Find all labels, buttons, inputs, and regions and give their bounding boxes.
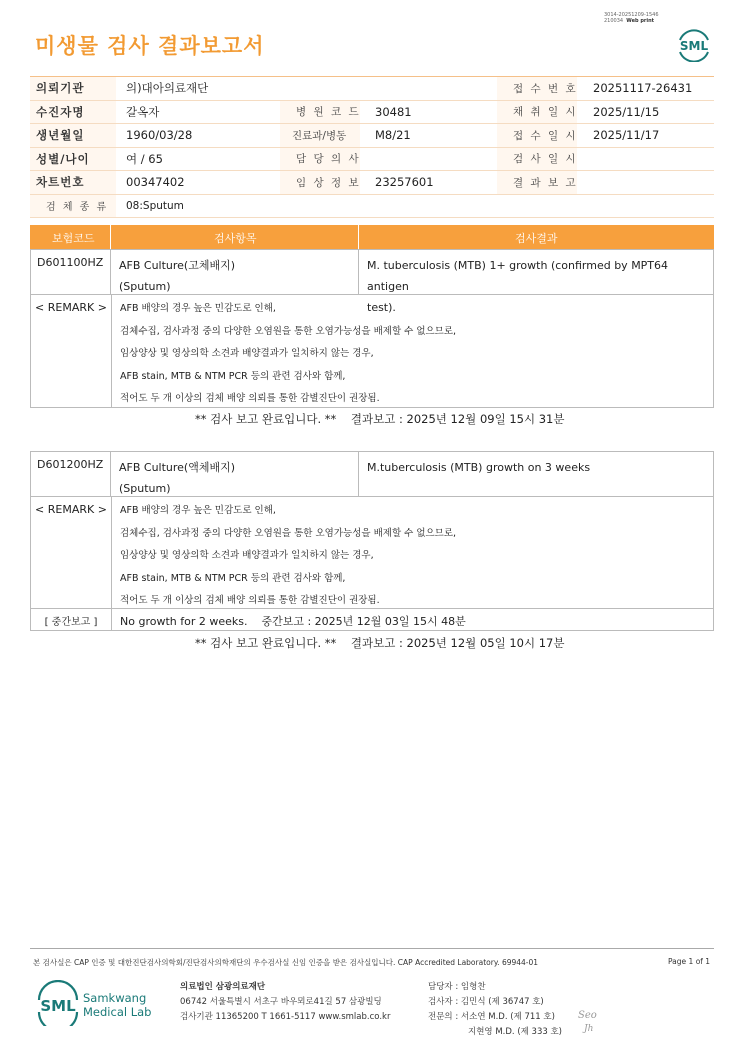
- test-result: M.tuberculosis (MTB) growth on 3 weeks: [367, 461, 591, 474]
- org-info: 의료법인 삼광의료재단 06742 서울특별시 서초구 바우뫼로41길 57 삼광빌딩 검사기관 11365200 T 1661-5117 www.smlab.co.kr: [180, 982, 391, 1022]
- test-result: M. tuberculosis (MTB) 1+ growth (confirmed by MPT64 antigen test).: [367, 259, 669, 314]
- test-item: AFB Culture(액체배지) (Sputum): [111, 452, 359, 496]
- header-result: 검사결과: [515, 232, 558, 245]
- page-number: Page 1 of 1: [668, 957, 711, 966]
- info-label: 수진자명: [36, 104, 85, 119]
- info-value: 2025/11/15: [593, 104, 660, 119]
- info-row: [30, 195, 714, 219]
- info-value: 1960/03/28: [126, 128, 193, 143]
- info-value: 20251117-26431: [593, 81, 693, 96]
- info-label: 의뢰기관: [36, 81, 85, 96]
- signature-1: Seo: [578, 1010, 597, 1021]
- info-value: 08:Sputum: [126, 199, 184, 212]
- info-value: 2025/11/17: [593, 128, 660, 143]
- remark-label: < REMARK >: [35, 503, 107, 516]
- result-block: [30, 249, 714, 408]
- remark-text: AFB 배양의 경우 높은 민감도로 인해, 검체수집, 검사과정 중의 다양한 오염원을 통한 오염가능성을 배제할 수 없으므로, 임상양상 및 영상의학 소견과 배양결과가 일치하지 않는 경우, AFB stain, MTB & NTM PCR 등의 관련 검사와 함께, 적어도 두 개 이상의 검체 배양 의뢰를 통한 감별진단이 권장됨.: [111, 497, 713, 608]
- logo-name-2: Medical Lab: [83, 1005, 152, 1019]
- print-code: 3014-20251209-1546 210034 Web print: [604, 12, 659, 24]
- info-label: 성별/나이: [36, 151, 90, 166]
- report-title: 미생물 검사 결과보고서: [35, 34, 265, 58]
- results-header: [30, 225, 714, 249]
- info-label: 접 수 일 시: [513, 129, 578, 142]
- sml-logo-icon: [674, 22, 714, 62]
- info-label: 차트번호: [36, 175, 85, 190]
- signature-2: Jh: [584, 1024, 594, 1034]
- info-label: 진료과/병동: [292, 129, 347, 142]
- header-code: 보험코드: [52, 232, 95, 245]
- logo-text: SML: [40, 997, 76, 1015]
- info-row: [30, 124, 714, 148]
- info-label: 담 당 의 사: [296, 153, 361, 166]
- logo-text: SML: [679, 39, 709, 53]
- info-label: 채 취 일 시: [513, 106, 578, 119]
- insurance-code: D601200HZ: [31, 452, 111, 496]
- info-value: 의)대아의료재단: [126, 81, 209, 96]
- header-item: 검사항목: [214, 232, 257, 245]
- patient-info-table: [30, 76, 714, 218]
- logo-name-1: Samkwang: [83, 991, 147, 1005]
- remark-label: < REMARK >: [35, 301, 107, 314]
- info-row: [30, 101, 714, 125]
- info-value: M8/21: [375, 128, 411, 143]
- info-label: 검 체 종 류: [46, 202, 109, 214]
- staff-info: 담당자 : 임형찬 검사자 : 김민식 (제 36747 호) 전문의 : 서소연 M.D. (제 711 호) 지현영 M.D. (제 333 호): [428, 982, 563, 1037]
- info-label: 임 상 정 보: [296, 176, 361, 189]
- remark-row: [31, 295, 713, 407]
- info-row: [30, 148, 714, 172]
- samkwang-logo-icon: [36, 980, 156, 1026]
- info-label: 검 사 일 시: [513, 153, 578, 166]
- result-block: [30, 451, 714, 631]
- info-row: [30, 77, 714, 101]
- info-value: 00347402: [126, 175, 185, 190]
- info-row: [30, 171, 714, 195]
- accreditation-note: 본 검사실은 CAP 인증 및 대한진단검사의학회/진단검사의학재단의 우수검사실 신임 인증을 받은 검사실입니다. CAP Accredited Laboratory. 69944-01: [33, 958, 539, 967]
- info-label: 병 원 코 드: [296, 106, 361, 119]
- report-complete: ** 검사 보고 완료입니다. ** 결과보고 : 2025년 12월 09일 15시 31분: [195, 412, 565, 426]
- interim-text: No growth for 2 weeks. 중간보고 : 2025년 12월 03일 15시 48분: [111, 609, 713, 630]
- info-value: 여 / 65: [126, 151, 163, 166]
- test-item: AFB Culture(고체배지) (Sputum): [111, 250, 359, 294]
- info-value: 30481: [375, 104, 412, 119]
- interim-row: [31, 609, 713, 630]
- info-label: 결 과 보 고: [513, 176, 578, 189]
- report-complete: ** 검사 보고 완료입니다. ** 결과보고 : 2025년 12월 05일 10시 17분: [195, 636, 565, 650]
- insurance-code: D601100HZ: [31, 250, 111, 294]
- interim-label: [ 중간보고 ]: [44, 617, 98, 628]
- info-label: 생년월일: [36, 128, 85, 143]
- info-label: 접 수 번 호: [513, 82, 578, 95]
- info-value: 갈옥자: [126, 104, 160, 119]
- remark-row: [31, 497, 713, 609]
- result-row: [31, 452, 713, 497]
- info-value: 23257601: [375, 175, 434, 190]
- remark-text: AFB 배양의 경우 높은 민감도로 인해, 검체수집, 검사과정 중의 다양한 오염원을 통한 오염가능성을 배제할 수 없으므로, 임상양상 및 영상의학 소견과 배양결과가 일치하지 않는 경우, AFB stain, MTB & NTM PCR 등의 관련 검사와 함께, 적어도 두 개 이상의 검체 배양 의뢰를 통한 감별진단이 권장됨.: [111, 295, 713, 407]
- footer-divider: [30, 948, 714, 949]
